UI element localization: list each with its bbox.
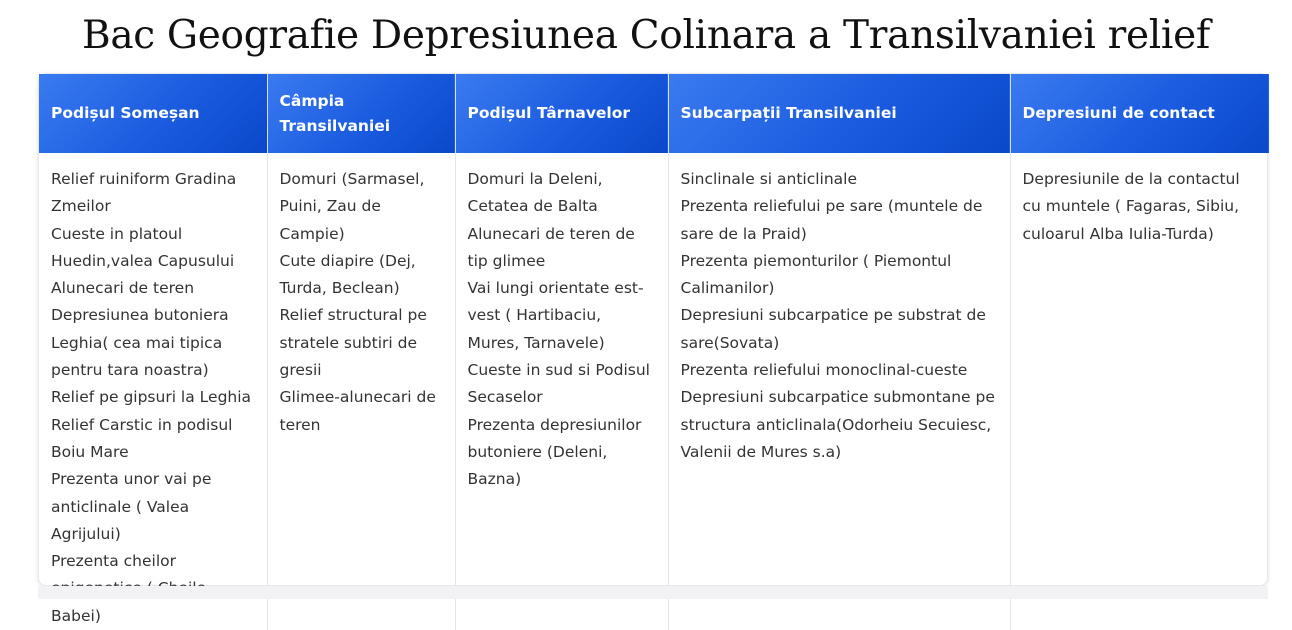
cell-line: Depresiunile de la contactul cu muntele ( Fagaras, Sibiu, culoarul Alba Iulia-Turda): [1022, 170, 1240, 243]
header-podisul-somesan: Podișul Someșan: [39, 74, 267, 153]
cell-line: Domuri (Sarmasel, Puini, Zau de Campie): [279, 170, 425, 243]
cell-line: Prezenta cheilor Babei): [51, 552, 176, 625]
cell-depresiuni-de-contact: [1010, 153, 1269, 630]
cell-line: Cueste in platoul Huedin,valea Capusului: [51, 224, 235, 270]
cell-line: Alunecari de teren: [51, 279, 195, 298]
cell-line: Cute diapire (Dej, Turda, Beclean): [279, 251, 416, 298]
cell-line: Depresiunea butoniera Leghia( cea mai tipica pentru tara noastra): [51, 306, 229, 380]
cell-line: Glimee-alunecari de teren: [279, 388, 436, 434]
cell-subcarpatii-transilvaniei: [668, 153, 1010, 630]
header-depresiuni-de-contact: Depresiuni de contact: [1010, 74, 1269, 153]
cell-line: Relief Carstic in podisul Boiu Mare: [51, 415, 233, 461]
cell-line: Domuri la Deleni,: [467, 170, 603, 188]
page-title: Bac Geografie Depresiunea Colinara a Transilvaniei relief: [81, 13, 1211, 58]
relief-table: [39, 74, 1269, 630]
cell-line: Vai lungi orientate est-vest ( Hartibaciu, Mures, Tarnavele): [467, 279, 644, 352]
cell-line: Depresiuni subcarpatice submontane pe structura anticlinala(Odorheiu Secuiesc, Valenii de Mures s.a): [680, 388, 995, 461]
cell-line: Relief pe gipsuri la Leghia: [51, 388, 252, 407]
cell-line: Prezenta piemonturilor ( Piemontul Calimanilor): [680, 251, 952, 298]
cell-line: Prezenta reliefului pe sare (muntele de sare de la Praid): [680, 197, 983, 243]
cell-line: Cetatea de Balta: [467, 197, 598, 216]
cell-line: Relief structural pe stratele subtiri de gresii: [279, 306, 427, 380]
cell-line: Relief ruiniform Gradina Zmeilor: [51, 170, 237, 216]
cell-line: Prezenta unor vai pe anticlinale ( Valea Agrijului): [51, 470, 212, 543]
cell-podisul-tarnavelor: [455, 153, 668, 630]
cell-podisul-somesan: [39, 153, 267, 630]
bottom-divider: [38, 586, 1268, 599]
header-subcarpatii-transilvaniei: Subcarpații Transilvaniei: [668, 74, 1010, 153]
relief-table-card: [38, 73, 1268, 625]
cell-campia-transilvaniei: [267, 153, 455, 630]
cell-line: Prezenta depresiunilor butoniere (Deleni, Bazna): [467, 415, 642, 489]
cell-line: Prezenta reliefului monoclinal-cueste: [680, 361, 968, 380]
table-row: [39, 153, 1269, 630]
cell-line: Sinclinale si anticlinale: [680, 170, 858, 188]
header-campia-transilvaniei: Câmpia Transilvaniei: [267, 74, 455, 153]
cell-line: Depresiuni subcarpatice pe substrat de sare(Sovata): [680, 306, 986, 352]
cell-line: Cueste in sud si Podisul Secaselor: [467, 361, 650, 407]
cell-line: Alunecari de teren de tip glimee: [467, 224, 635, 270]
header-podisul-tarnavelor: Podișul Târnavelor: [455, 74, 668, 153]
table-header-row: [39, 74, 1269, 153]
